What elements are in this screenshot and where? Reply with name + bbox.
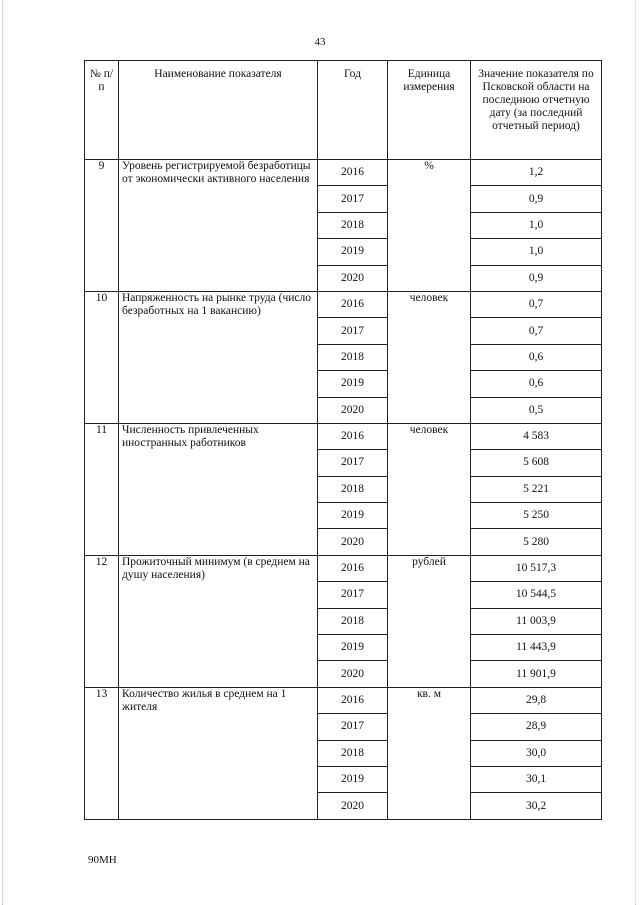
unit-of-measure: человек <box>388 291 471 423</box>
table-row <box>85 423 602 449</box>
indicator-name: Количество жилья в среднем на 1 жителя <box>119 687 318 819</box>
header-unit: Единица измерения <box>388 61 471 160</box>
value-cell: 0,7 <box>471 318 602 344</box>
year-cell: 2016 <box>318 160 388 186</box>
value-cell: 0,5 <box>471 397 602 423</box>
indicator-name: Численность привлеченных иностранных работников <box>119 423 318 555</box>
value-cell: 29,8 <box>471 687 602 713</box>
indicator-number: 11 <box>85 423 119 555</box>
year-cell: 2019 <box>318 635 388 661</box>
unit-of-measure: % <box>388 160 471 292</box>
value-cell: 4 583 <box>471 423 602 449</box>
table-row <box>85 687 602 713</box>
indicator-number: 10 <box>85 291 119 423</box>
year-cell: 2020 <box>318 265 388 291</box>
year-cell: 2017 <box>318 714 388 740</box>
value-cell: 1,0 <box>471 239 602 265</box>
year-cell: 2020 <box>318 397 388 423</box>
year-cell: 2017 <box>318 450 388 476</box>
value-cell: 10 517,3 <box>471 555 602 581</box>
year-cell: 2018 <box>318 608 388 634</box>
value-cell: 5 250 <box>471 503 602 529</box>
value-cell: 0,6 <box>471 371 602 397</box>
year-cell: 2017 <box>318 582 388 608</box>
table-row <box>85 160 602 186</box>
indicator-name: Напряженность на рынке труда (число безработных на 1 вакансию) <box>119 291 318 423</box>
indicator-number: 13 <box>85 687 119 819</box>
value-cell: 1,0 <box>471 212 602 238</box>
year-cell: 2018 <box>318 740 388 766</box>
year-cell: 2020 <box>318 661 388 687</box>
unit-of-measure: рублей <box>388 555 471 687</box>
year-cell: 2016 <box>318 555 388 581</box>
value-cell: 5 221 <box>471 476 602 502</box>
value-cell: 10 544,5 <box>471 582 602 608</box>
value-cell: 5 280 <box>471 529 602 555</box>
value-cell: 0,7 <box>471 291 602 317</box>
value-cell: 0,9 <box>471 265 602 291</box>
value-cell: 1,2 <box>471 160 602 186</box>
value-cell: 11 443,9 <box>471 635 602 661</box>
value-cell: 11 901,9 <box>471 661 602 687</box>
year-cell: 2017 <box>318 318 388 344</box>
year-cell: 2016 <box>318 687 388 713</box>
value-cell: 30,0 <box>471 740 602 766</box>
scan-left-edge <box>2 0 4 905</box>
year-cell: 2020 <box>318 529 388 555</box>
header-name: Наименование показателя <box>119 61 318 160</box>
unit-of-measure: человек <box>388 423 471 555</box>
table-row <box>85 555 602 581</box>
indicator-number: 12 <box>85 555 119 687</box>
year-cell: 2016 <box>318 423 388 449</box>
table-body <box>85 160 602 820</box>
year-cell: 2018 <box>318 344 388 370</box>
value-cell: 30,2 <box>471 793 602 819</box>
year-cell: 2018 <box>318 212 388 238</box>
indicator-name: Уровень регистрируемой безработицы от экономически активного населения <box>119 160 318 292</box>
scan-right-edge <box>635 0 637 905</box>
value-cell: 28,9 <box>471 714 602 740</box>
page-number: 43 <box>314 36 326 48</box>
table-header-row <box>85 61 602 160</box>
value-cell: 0,6 <box>471 344 602 370</box>
indicator-name: Прожиточный минимум (в среднем на душу населения) <box>119 555 318 687</box>
header-value: Значение показателя по Псковской области на последнюю отчетную дату (за последний отчетный период) <box>471 61 602 160</box>
year-cell: 2017 <box>318 186 388 212</box>
year-cell: 2019 <box>318 239 388 265</box>
value-cell: 30,1 <box>471 766 602 792</box>
year-cell: 2020 <box>318 793 388 819</box>
header-num: № п/п <box>85 61 119 160</box>
year-cell: 2019 <box>318 766 388 792</box>
indicators-table <box>84 60 602 820</box>
year-cell: 2019 <box>318 503 388 529</box>
year-cell: 2016 <box>318 291 388 317</box>
unit-of-measure: кв. м <box>388 687 471 819</box>
header-year: Год <box>318 61 388 160</box>
value-cell: 0,9 <box>471 186 602 212</box>
value-cell: 11 003,9 <box>471 608 602 634</box>
document-code: 90МН <box>88 854 117 866</box>
value-cell: 5 608 <box>471 450 602 476</box>
table-row <box>85 291 602 317</box>
year-cell: 2018 <box>318 476 388 502</box>
indicator-number: 9 <box>85 160 119 292</box>
year-cell: 2019 <box>318 371 388 397</box>
